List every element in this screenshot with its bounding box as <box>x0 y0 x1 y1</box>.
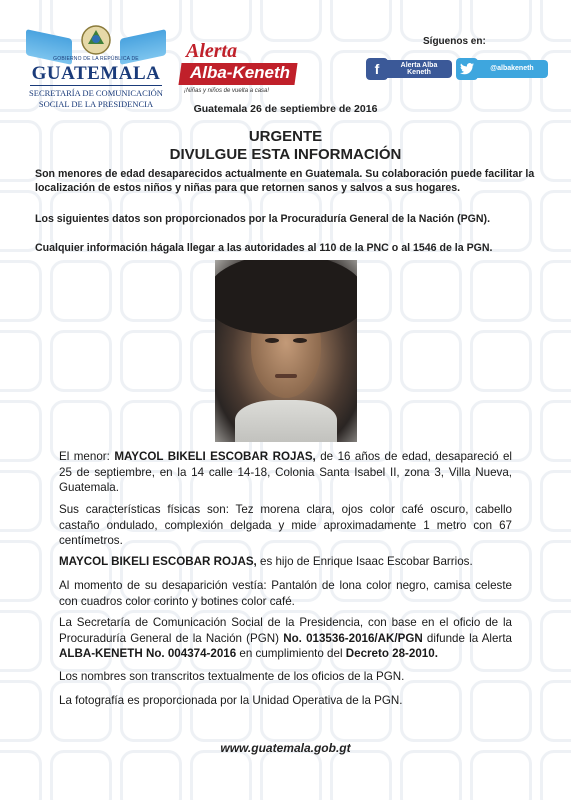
government-logo <box>26 22 166 112</box>
coat-of-arms-icon <box>76 22 116 60</box>
gov-small-caption: GOBIERNO DE LA REPÚBLICA DE <box>53 56 139 62</box>
photo-collar <box>235 400 337 442</box>
body-p1-lead: El menor: <box>59 450 115 463</box>
missing-person-name: MAYCOL BIKELI ESCOBAR ROJAS, <box>114 450 316 463</box>
body-paragraph-5 <box>59 615 512 662</box>
alerta-word: Alerta <box>186 40 238 62</box>
decreto-reference: Decreto 28-2010. <box>345 647 438 660</box>
twitter-link[interactable] <box>456 58 548 80</box>
photo-mouth <box>275 374 297 378</box>
gov-divider <box>30 85 162 86</box>
body-paragraph-1 <box>59 449 512 496</box>
headline-divulgue: DIVULGUE ESTA INFORMACIÓN <box>169 146 402 163</box>
body-paragraph-7: La fotografía es proporcionada por la Unidad Operativa de la PGN. <box>59 694 403 707</box>
body-p3-parent: es hijo de Enrique Isaac Escobar Barrios. <box>256 555 473 568</box>
photo-eye-left <box>265 338 279 343</box>
headline-urgent: URGENTE <box>248 128 323 145</box>
facebook-label: Alerta Alba Keneth <box>386 60 452 78</box>
body-paragraph-4: Al momento de su desaparición vestía: Pantalón de lona color negro, camisa celeste con cuadros color corinto y botines color café. <box>59 579 512 608</box>
gov-name: GUATEMALA <box>31 63 161 84</box>
footer-website-link[interactable]: www.guatemala.gob.gt <box>220 741 351 755</box>
alerta-tagline: ¡Niñas y niños de vuelta a casa! <box>184 88 270 94</box>
body-p5-a: La Secretaría de Comunicación Social de la Presidencia, con base en el oficio de la Procuraduría General de la Nación (PGN) <box>59 616 512 645</box>
alerta-name: Alba-Keneth <box>189 63 291 82</box>
body-p1-details: de 16 años de edad, desapareció el 25 de septiembre, en la 14 calle 14-18, Colonia Santa Isabel II, zona 3, Villa Nueva, Guatemala. <box>59 450 512 494</box>
body-paragraph-2: Sus características físicas son: Tez morena clara, ojos color café oscuro, cabello castaño ondulado, complexión delgada y mide aproximadamente 1 metro con 67 centímetros. <box>59 503 512 547</box>
body-paragraph-6: Los nombres son transcritos textualmente de los oficios de la PGN. <box>59 670 405 683</box>
facebook-icon: f <box>366 58 388 80</box>
intro-paragraph-2: Los siguientes datos son proporcionados por la Procuraduría General de la Nación (PGN). <box>35 213 491 225</box>
body-p5-c: en cumplimiento del <box>236 647 346 660</box>
follow-label: Síguenos en: <box>423 36 486 47</box>
body-paragraph-3 <box>59 554 512 570</box>
twitter-label: @albakeneth <box>476 60 548 78</box>
intro-paragraph-1: Son menores de edad desaparecidos actualmente en Guatemala. Su colaboración puede facilitar la localización de estos niños y niñas para que retornen sanos y salvos a sus hogares. <box>35 168 535 194</box>
gov-secretaria-line1: SECRETARÍA DE COMUNICACIÓN <box>29 88 163 98</box>
intro-paragraph-3: Cualquier información hágala llegar a las autoridades al 110 de la PNC o al 1546 de la PGN. <box>35 242 493 254</box>
missing-person-photo <box>215 260 357 442</box>
twitter-icon <box>456 58 478 80</box>
pgn-oficio-number: No. 013536-2016/AK/PGN <box>283 631 423 645</box>
facebook-link[interactable] <box>366 58 452 80</box>
missing-person-name-2: MAYCOL BIKELI ESCOBAR ROJAS, <box>59 555 257 568</box>
photo-eye-right <box>293 338 307 343</box>
alerta-alba-keneth-logo <box>178 40 308 100</box>
gov-secretaria-line2: SOCIAL DE LA PRESIDENCIA <box>38 99 154 109</box>
photo-hair <box>215 260 357 334</box>
alert-number: ALBA-KENETH No. 004374-2016 <box>59 647 237 660</box>
body-p5-b: difunde la Alerta <box>422 631 512 645</box>
bulletin-date: Guatemala 26 de septiembre de 2016 <box>193 103 378 115</box>
